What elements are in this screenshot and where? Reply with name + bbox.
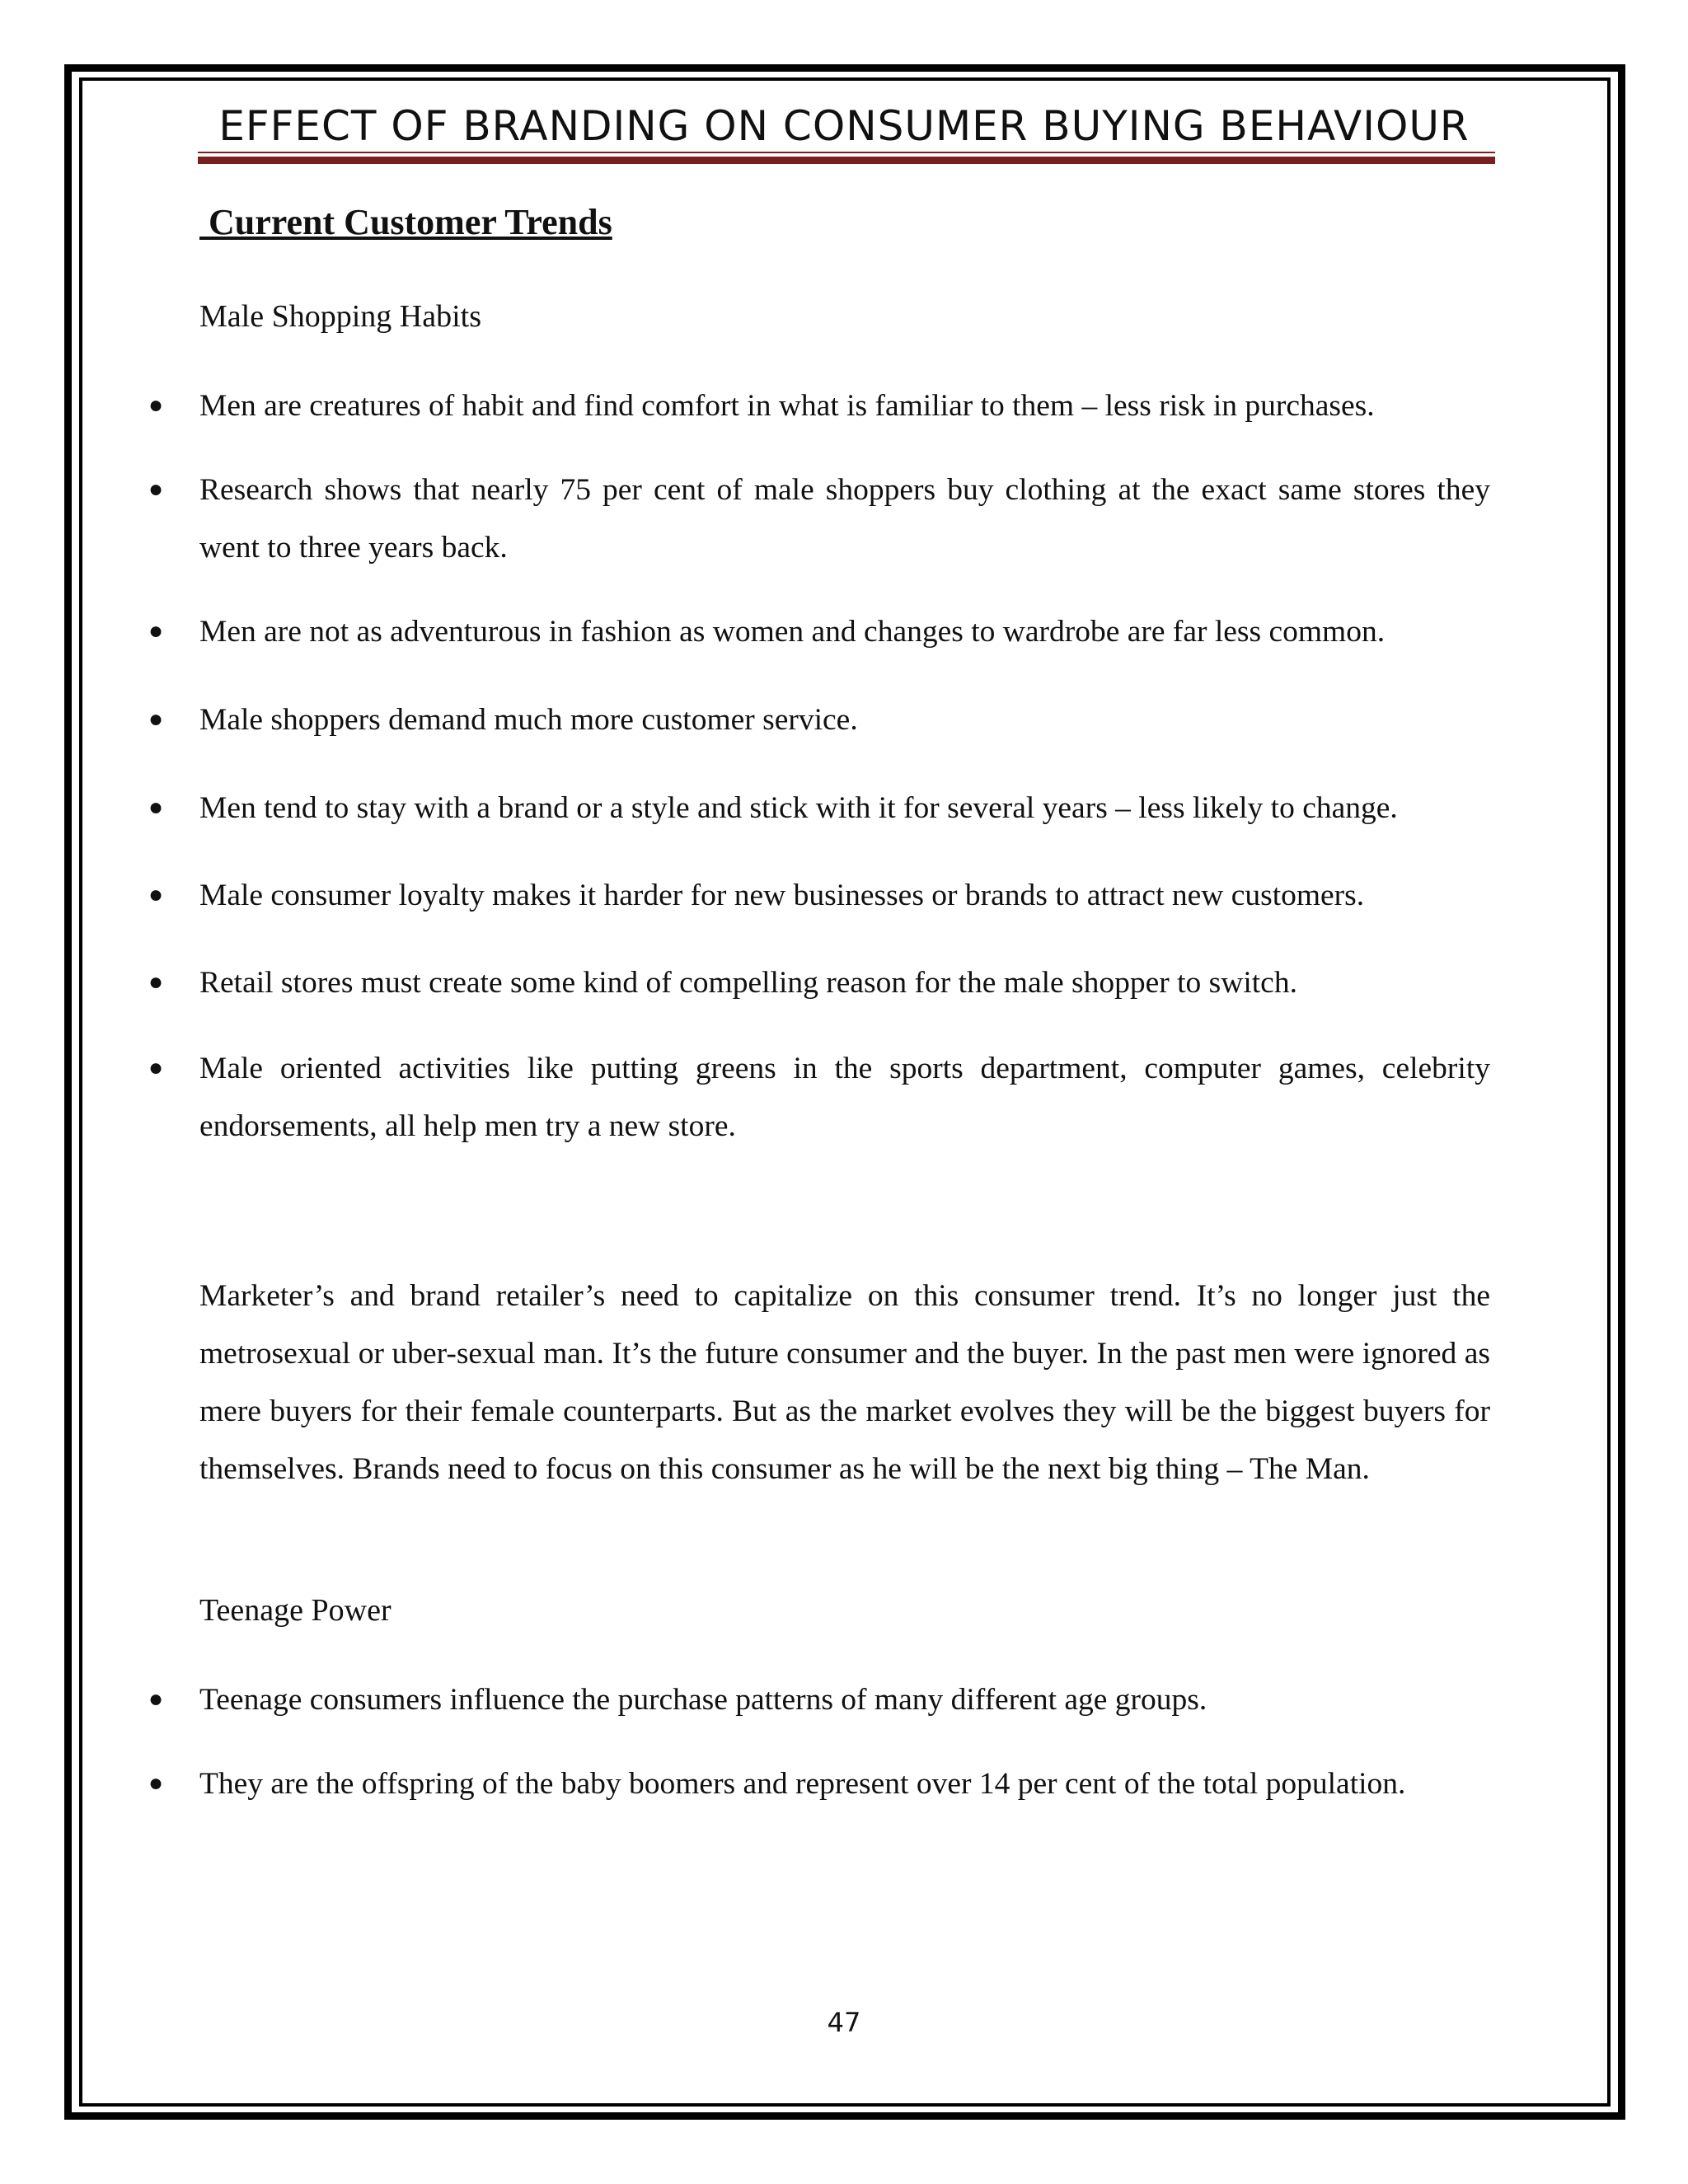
bullet-icon: ● <box>148 881 164 908</box>
list-item: They are the offspring of the baby boomers and represent over 14 per cent of the total population. <box>199 1767 1406 1801</box>
header-rule <box>198 152 1495 153</box>
bullet-icon: ● <box>148 1054 164 1081</box>
bullet-icon: ● <box>148 391 164 419</box>
page-number: 47 <box>827 2007 861 2038</box>
subheading-male-shopping-habits: Male Shopping Habits <box>199 299 481 334</box>
list-item: Male consumer loyalty makes it harder for new businesses or brands to attract new customers. <box>199 879 1365 912</box>
list-item: Retail stores must create some kind of compelling reason for the male shopper to switch. <box>199 966 1297 1000</box>
bullet-icon: ● <box>148 476 164 503</box>
list-item: Teenage consumers influence the purchase patterns of many different age groups. <box>199 1683 1207 1717</box>
list-item: Male shoppers demand much more customer service. <box>199 703 858 737</box>
header-rule-thick <box>198 157 1495 164</box>
list-item: Men are not as adventurous in fashion as women and changes to wardrobe are far less common. <box>199 615 1386 649</box>
list-item: Male oriented activities like putting greens in the sports department, computer games, celebrity endorsements, all help men try a new store. <box>199 1052 1490 1143</box>
list-item: Men are creatures of habit and find comfort in what is familiar to them – less risk in purchases. <box>199 389 1375 423</box>
bullet-icon: ● <box>148 617 164 644</box>
list-item: Men tend to stay with a brand or a style and stick with it for several years – less likely to change. <box>199 791 1398 825</box>
bullet-icon: ● <box>148 1769 164 1797</box>
section-heading: Current Customer Trends <box>199 202 612 242</box>
subheading-teenage-power: Teenage Power <box>199 1593 392 1628</box>
running-header-title: EFFECT OF BRANDING ON CONSUMER BUYING BEHAVIOUR <box>218 102 1470 150</box>
body-paragraph: Marketer’s and brand retailer’s need to capitalize on this consumer trend. It’s no longer just the metrosexual or uber-sexual man. It’s the future consumer and the buyer. In the past men were ignored as mere buyers for their female counterparts. But as the market evolves they will be the biggest buyers for themselves. Brands need to focus on this consumer as he will be the next big thing – The Man. <box>199 1279 1490 1486</box>
bullet-icon: ● <box>148 968 164 996</box>
bullet-icon: ● <box>148 794 164 821</box>
bullet-icon: ● <box>148 705 164 733</box>
bullet-icon: ● <box>148 1685 164 1713</box>
list-item: Research shows that nearly 75 per cent of male shoppers buy clothing at the exact same stores they went to three years back. <box>199 473 1490 565</box>
